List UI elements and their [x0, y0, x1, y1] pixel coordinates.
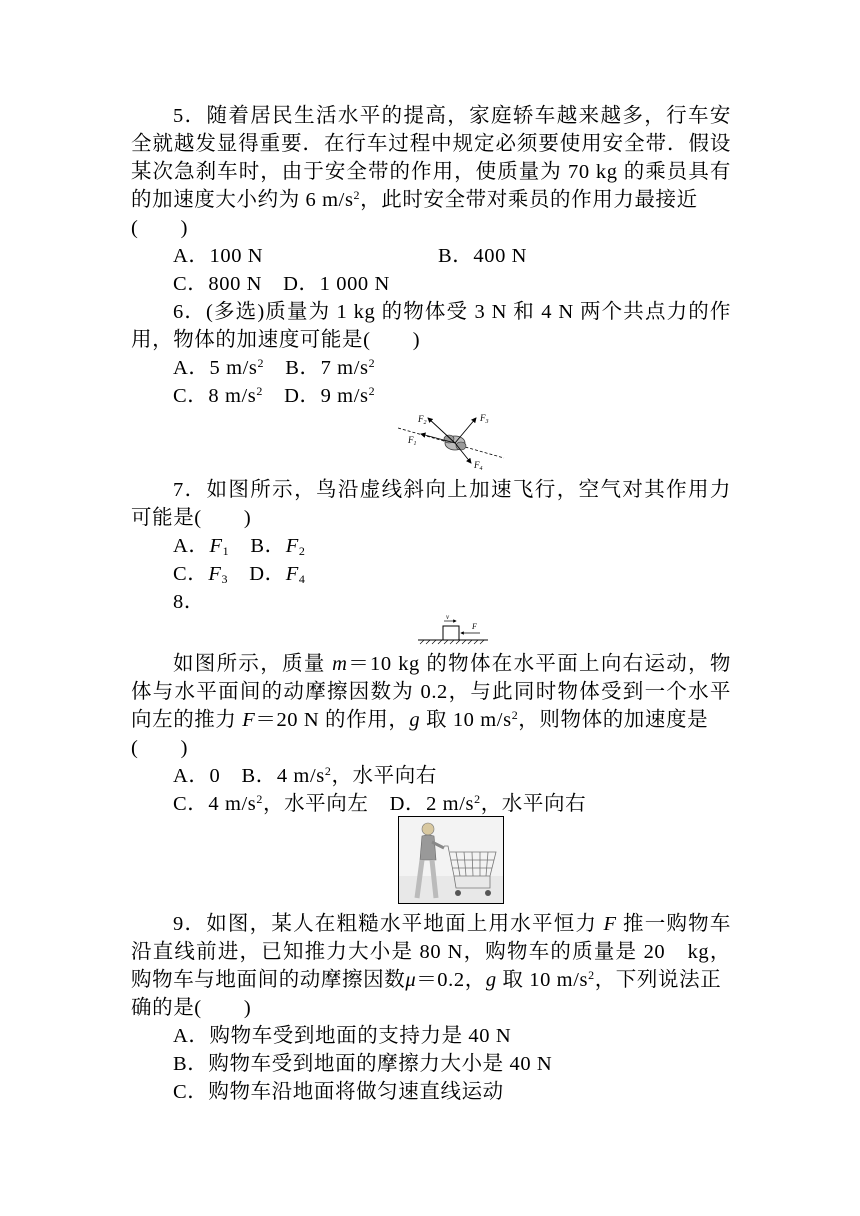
label-f3: $F_3$ — [480, 413, 489, 425]
velocity-label: v — [446, 614, 450, 621]
q6-line-1: 6．(多选)质量为 1 kg 的物体受 3 N 和 4 N 两个共点力的作 — [173, 301, 731, 323]
q5-options-cd: C．800 N D．1 000 N — [173, 273, 390, 295]
q9-line-4: 确的是( ) — [131, 997, 252, 1019]
q7-options-ab: A．$F_1$ B．$F_2$ — [173, 535, 306, 558]
q8-line-3: 向左的推力 F＝20 N 的作用，g 取 10 $m/s^2$，则物体的加速度是 — [131, 708, 709, 731]
q6-options-ab: A．5 $m/s^2$ B．7 $m/s^2$ — [173, 356, 376, 379]
label-f1: $F_1$ — [408, 435, 417, 447]
q5-line-1: 5．随着居民生活水平的提高，家庭轿车越来越多，行车安 — [173, 105, 731, 127]
q5-line-2: 全就越发显得重要．在行车过程中规定必须要使用安全带．假设 — [131, 133, 731, 155]
q8-line-2: 体与水平面间的动摩擦因数为 0.2，与此同时物体受到一个水平 — [131, 681, 731, 703]
person-head — [422, 823, 434, 835]
q8-line-1: 如图所示，质量 m＝10 kg 的物体在水平面上向右运动，物 — [173, 653, 731, 675]
q8-line-4: ( ) — [131, 737, 189, 759]
q8-options-cd: C．4 $m/s^2$，水平向左 D．2 $m/s^2$，水平向右 — [173, 792, 587, 815]
block-on-surface-diagram — [418, 614, 490, 646]
q9-option-a: A．购物车受到地面的支持力是 40 N — [173, 1025, 512, 1047]
q9-option-b: B．购物车受到地面的摩擦力大小是 40 N — [173, 1053, 553, 1075]
q6-options-cd: C．8 $m/s^2$ D．9 $m/s^2$ — [173, 384, 376, 407]
label-f2: $F_2$ — [418, 414, 427, 426]
q7-line-1: 7．如图所示，鸟沿虚线斜向上加速飞行，空气对其作用力 — [173, 479, 731, 501]
label-f4: $F_4$ — [474, 460, 483, 470]
force-label: F — [472, 622, 477, 631]
q9-line-1: 9．如图，某人在粗糙水平地面上用水平恒力 F 推一购物车 — [173, 913, 731, 935]
person-body — [420, 835, 436, 860]
q5-line-5: ( ) — [131, 217, 189, 239]
q6-line-2: 用，物体的加速度可能是( ) — [131, 329, 421, 351]
q5-option-a: A．100 N — [173, 245, 264, 267]
q8-number: 8． — [173, 591, 205, 613]
shopping-cart-photo — [398, 816, 504, 904]
bird-force-diagram — [398, 408, 508, 470]
q7-options-cd: C．$F_3$ D．$F_4$ — [173, 563, 306, 586]
q9-line-2: 沿直线前进，已知推力大小是 80 N，购物车的质量是 20 kg， — [131, 941, 731, 963]
block — [443, 626, 459, 640]
q7-line-2: 可能是( ) — [131, 507, 252, 529]
q5-line-3: 某次急刹车时，由于安全带的作用，使质量为 70 kg 的乘员具有 — [131, 161, 731, 183]
q8-options-ab: A．0 B．4 $m/s^2$，水平向右 — [173, 764, 437, 787]
q9-option-c: C．购物车沿地面将做匀速直线运动 — [173, 1081, 504, 1103]
q9-line-3: 购物车与地面间的动摩擦因数μ＝0.2，g 取 10 $m/s^2$，下列说法正 — [131, 968, 722, 991]
ground-hatching — [420, 640, 484, 644]
force-arrow-f3 — [455, 418, 476, 443]
q5-option-b: B．400 N — [438, 245, 528, 267]
q5-line-4: 的加速度大小约为 6 $m/s^2$，此时安全带对乘员的作用力最接近 — [131, 188, 698, 211]
